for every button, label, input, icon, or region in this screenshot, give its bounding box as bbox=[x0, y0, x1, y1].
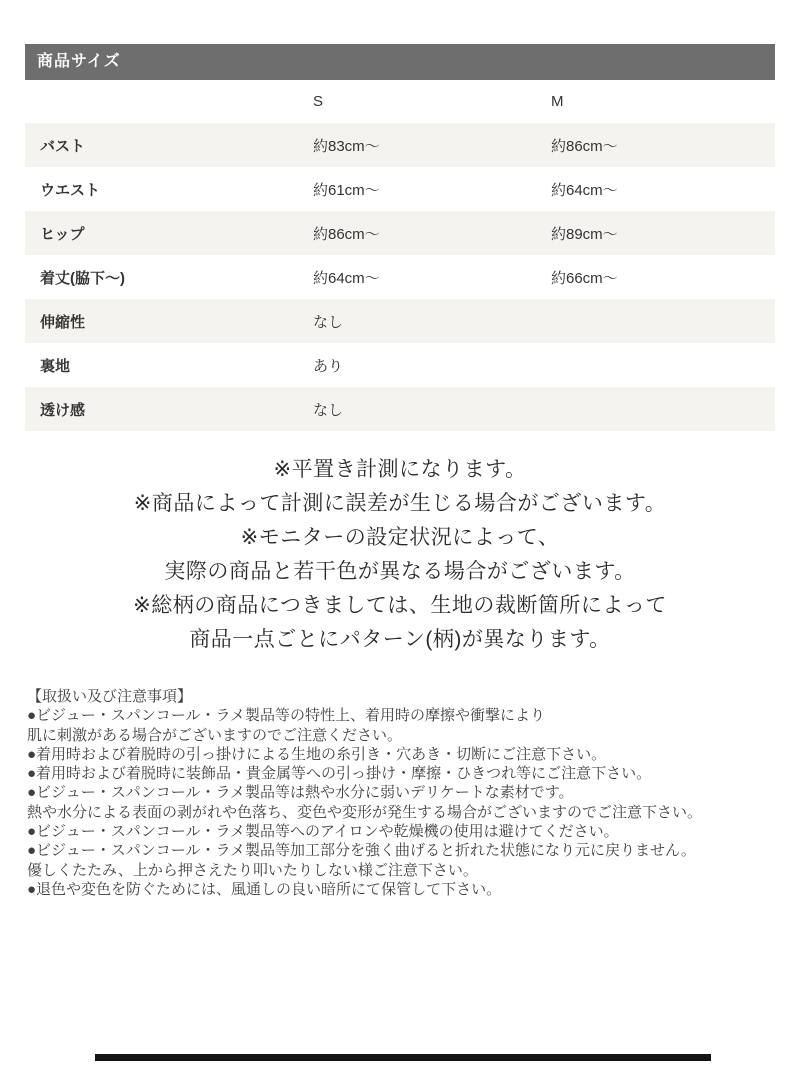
note-line: ※モニターの設定状況によって、 bbox=[240, 526, 560, 549]
row-label: バスト bbox=[40, 137, 86, 155]
size-table bbox=[25, 80, 775, 431]
table-row-lining bbox=[25, 343, 775, 387]
row-value-s: なし bbox=[313, 401, 344, 419]
note-line: ※商品によって計測に誤差が生じる場合がございます。 bbox=[133, 492, 667, 515]
precaution-line: ●ビジュー・スパンコール・ラメ製品等の特性上、着用時の摩擦や衝撃により bbox=[27, 707, 546, 725]
precaution-line: ●着用時および着脱時の引っ掛けによる生地の糸引き・穴あき・切断にご注意下さい。 bbox=[27, 745, 607, 763]
row-label: ウエスト bbox=[40, 181, 101, 199]
table-row-hip bbox=[25, 211, 775, 255]
handling-precautions bbox=[27, 687, 773, 899]
note-line: ※平置き計測になります。 bbox=[273, 458, 527, 481]
precaution-line: 肌に刺激がある場合がございますのでご注意ください。 bbox=[27, 726, 403, 744]
column-header-m: M bbox=[551, 93, 564, 110]
row-value-m: 約89cm〜 bbox=[551, 225, 618, 243]
size-table-header-row bbox=[25, 80, 775, 123]
precaution-line: 熱や水分による表面の剥がれや色落ち、変色や変形が発生する場合がございますのでご注意下さい。 bbox=[27, 803, 703, 821]
size-section-header bbox=[25, 44, 775, 80]
table-row-bust bbox=[25, 123, 775, 167]
precaution-line: ●着用時および着脱時に装飾品・貴金属等への引っ掛け・摩擦・ひきつれ等にご注意下さい。 bbox=[27, 765, 652, 783]
measurement-notes bbox=[25, 453, 775, 657]
note-line: ※総柄の商品につきましては、生地の裁断箇所によって bbox=[133, 594, 667, 617]
next-section-top-edge bbox=[95, 1054, 711, 1061]
size-table-body bbox=[25, 123, 775, 431]
row-value-s: 約64cm〜 bbox=[313, 269, 380, 287]
row-label: 着丈(脇下〜) bbox=[40, 269, 125, 287]
precaution-line: 優しくたたみ、上から押さえたり叩いたりしない様ご注意下さい。 bbox=[27, 861, 478, 879]
content-area bbox=[25, 44, 775, 899]
row-label: 伸縮性 bbox=[40, 313, 86, 331]
table-row-stretch bbox=[25, 299, 775, 343]
row-value-m: 約86cm〜 bbox=[551, 137, 618, 155]
precaution-line: ●退色や変色を防ぐためには、風通しの良い暗所にて保管して下さい。 bbox=[27, 880, 502, 898]
precaution-line: ●ビジュー・スパンコール・ラメ製品等へのアイロンや乾燥機の使用は避けてください。 bbox=[27, 823, 619, 841]
row-label: ヒップ bbox=[40, 225, 85, 243]
row-value-s: 約86cm〜 bbox=[313, 225, 380, 243]
precaution-line: ●ビジュー・スパンコール・ラメ製品等は熱や水分に弱いデリケートな素材です。 bbox=[27, 784, 574, 802]
precaution-line: ●ビジュー・スパンコール・ラメ製品等加工部分を強く曲げると折れた状態になり元に戻りません。 bbox=[27, 842, 696, 860]
table-row-waist bbox=[25, 167, 775, 211]
row-value-m: 約64cm〜 bbox=[551, 181, 618, 199]
row-value-m: 約66cm〜 bbox=[551, 269, 618, 287]
size-section-title: 商品サイズ bbox=[37, 53, 121, 70]
row-label: 透け感 bbox=[40, 401, 86, 419]
row-value-s: 約61cm〜 bbox=[313, 181, 380, 199]
table-row-length bbox=[25, 255, 775, 299]
precautions-heading: 【取扱い及び注意事項】 bbox=[27, 688, 193, 705]
row-value-s: あり bbox=[313, 357, 344, 375]
note-line: 実際の商品と若干色が異なる場合がございます。 bbox=[164, 560, 636, 583]
note-line: 商品一点ごとにパターン(柄)が異なります。 bbox=[189, 628, 611, 651]
table-row-sheerness bbox=[25, 387, 775, 431]
row-value-s: 約83cm〜 bbox=[313, 137, 380, 155]
row-label: 裏地 bbox=[40, 357, 71, 375]
row-value-s: なし bbox=[313, 313, 344, 331]
column-header-s: S bbox=[313, 93, 324, 110]
